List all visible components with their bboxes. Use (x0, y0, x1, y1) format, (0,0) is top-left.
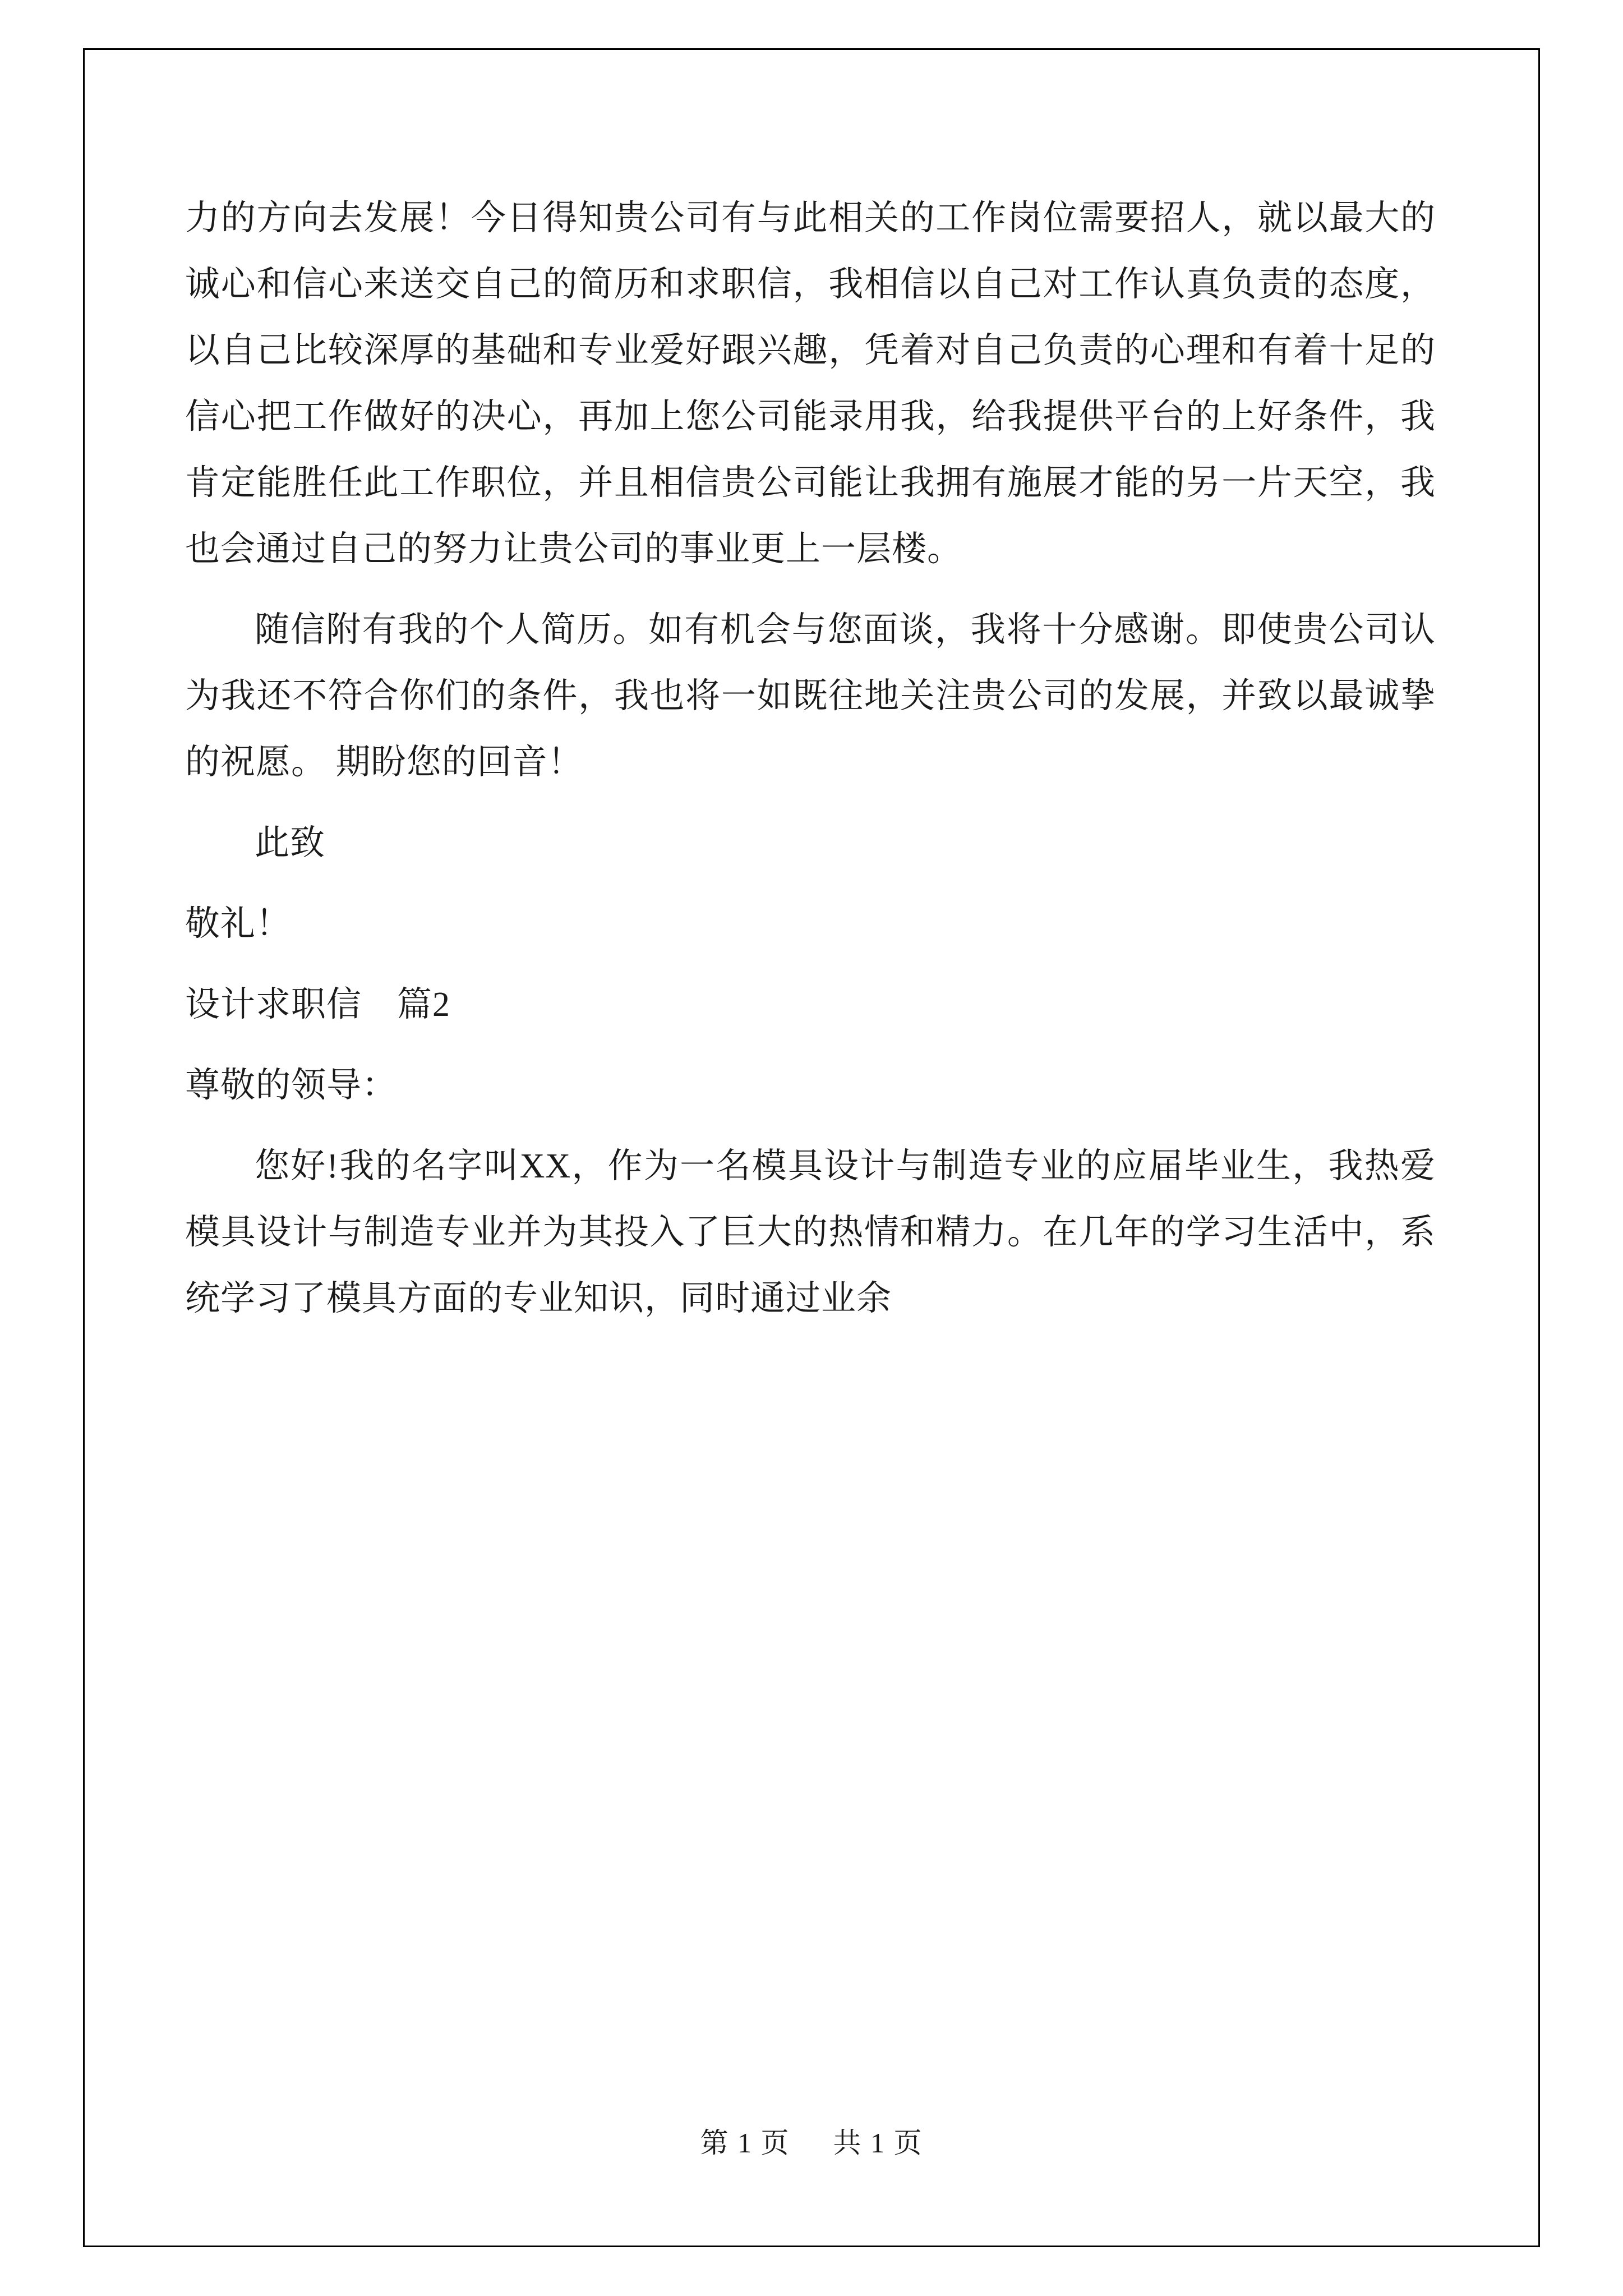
salutation: 尊敬的领导： (185, 1066, 398, 1105)
paragraph: 敬礼！ (185, 905, 292, 943)
paragraph: 此致 (255, 824, 326, 862)
document-body (185, 185, 1436, 1332)
section-heading: 设计求职信 篇2 (185, 986, 451, 1024)
footer-total-pages: 共 1 页 (833, 2127, 923, 2159)
paragraph: 力的方向去发展！今日得知贵公司有与此相关的工作岗位需要招人，就以最大的诚心和信心来送交自己的简历和求职信，我相信以自己对工作认真负责的态度，以自己比较深厚的基础和专业爱好跟兴趣，凭着对自己负责的心理和有着十足的信心把工作做好的决心，再加上您公司能录用我，给我提供平台的上好条件，我肯定能胜任此工作职位，并且相信贵公司能让我拥有施展才能的另一片天空，我也会通过自己的努力让贵公司的事业更上一层楼。 (185, 199, 1436, 568)
paragraph: 您好!我的名字叫XX，作为一名模具设计与制造专业的应届毕业生，我热爱模具设计与制造专业并为其投入了巨大的热情和精力。在几年的学习生活中，系统学习了模具方面的专业知识，同时通过业余 (185, 1147, 1436, 1318)
page-footer (0, 2120, 1623, 2161)
paragraph: 随信附有我的个人简历。如有机会与您面谈，我将十分感谢。即使贵公司认为我还不符合你们的条件，我也将一如既往地关注贵公司的发展，并致以最诚挚的祝愿。 期盼您的回音！ (185, 611, 1436, 781)
footer-current-page: 第 1 页 (700, 2127, 790, 2159)
